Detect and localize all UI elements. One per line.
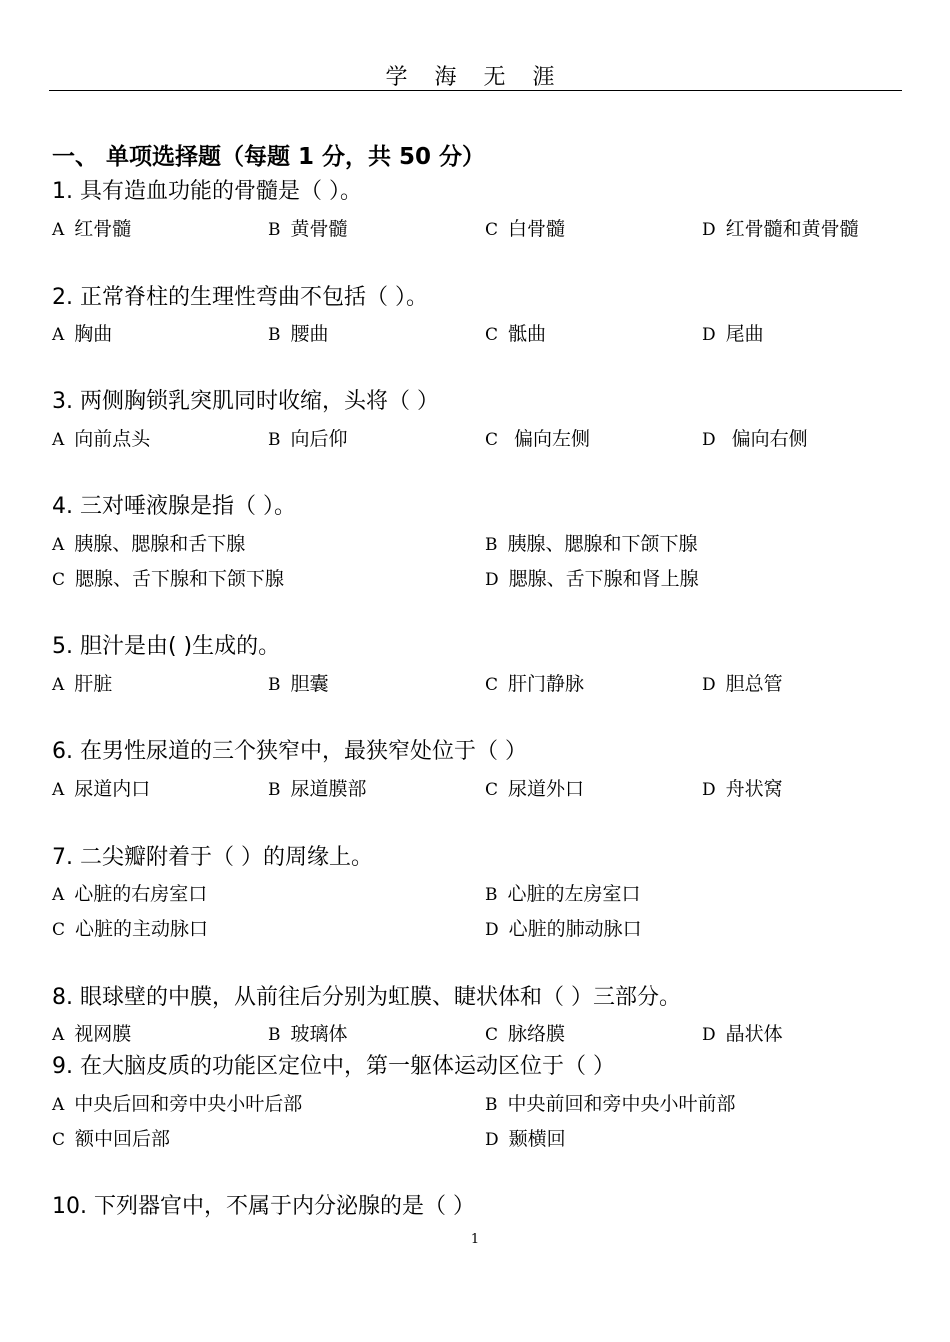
question-9: 9. 在大脑皮质的功能区定位中，第一躯体运动区位于（ ）: [52, 1054, 615, 1079]
option-1a: A 红骨髓: [52, 218, 132, 240]
option-3a: A 向前点头: [52, 428, 151, 450]
option-6b: B 尿道膜部: [268, 778, 367, 800]
option-6a: A 尿道内口: [52, 778, 151, 800]
option-9c: C 额中回后部: [52, 1128, 171, 1150]
option-1d: D 红骨髓和黄骨髓: [702, 218, 859, 240]
option-8a: A 视网膜: [52, 1023, 132, 1045]
option-5d: D 胆总管: [702, 673, 783, 695]
option-4d: D 腮腺、舌下腺和肾上腺: [485, 568, 699, 590]
option-2c: C 骶曲: [485, 323, 547, 345]
option-7d: D 心脏的肺动脉口: [485, 918, 642, 940]
option-6c: C 尿道外口: [485, 778, 585, 800]
option-8c: C 脉络膜: [485, 1023, 566, 1045]
option-7a: A 心脏的右房室口: [52, 883, 208, 905]
option-8b: B 玻璃体: [268, 1023, 348, 1045]
option-3d: D 偏向右侧: [702, 428, 808, 450]
question-5: 5. 胆汁是由( )生成的。: [52, 634, 281, 659]
header-divider: [49, 90, 902, 91]
page-number: 1: [470, 1232, 480, 1247]
option-9b: B 中央前回和旁中央小叶前部: [485, 1093, 736, 1115]
option-3c: C 偏向左侧: [485, 428, 591, 450]
option-4c: C 腮腺、舌下腺和下颌下腺: [52, 568, 285, 590]
question-10: 10. 下列器官中，不属于内分泌腺的是（ ）: [52, 1194, 475, 1219]
option-5a: A 肝脏: [52, 673, 113, 695]
question-8: 8. 眼球壁的中膜，从前往后分别为虹膜、睫状体和（ ）三部分。: [52, 985, 681, 1010]
question-2: 2. 正常脊柱的生理性弯曲不包括（ ）。: [52, 285, 428, 310]
option-9a: A 中央后回和旁中央小叶后部: [52, 1093, 303, 1115]
option-5c: C 肝门静脉: [485, 673, 585, 695]
section-title: 一、 单项选择题（每题 1 分，共 50 分）: [52, 144, 486, 170]
option-5b: B 胆囊: [268, 673, 329, 695]
option-8d: D 晶状体: [702, 1023, 783, 1045]
question-6: 6. 在男性尿道的三个狭窄中，最狭窄处位于（ ）: [52, 739, 527, 764]
option-2b: B 腰曲: [268, 323, 329, 345]
option-1c: C 白骨髓: [485, 218, 566, 240]
question-1: 1. 具有造血功能的骨髓是（ ）。: [52, 179, 362, 204]
option-1b: B 黄骨髓: [268, 218, 348, 240]
question-3: 3. 两侧胸锁乳突肌同时收缩，头将（ ）: [52, 389, 439, 414]
option-2a: A 胸曲: [52, 323, 113, 345]
option-2d: D 尾曲: [702, 323, 764, 345]
option-9d: D 颞横回: [485, 1128, 566, 1150]
option-3b: B 向后仰: [268, 428, 348, 450]
page-header-title: 学 海 无 涯: [385, 65, 565, 90]
option-4a: A 胰腺、腮腺和舌下腺: [52, 533, 246, 555]
option-6d: D 舟状窝: [702, 778, 783, 800]
option-7c: C 心脏的主动脉口: [52, 918, 209, 940]
option-7b: B 心脏的左房室口: [485, 883, 641, 905]
question-4: 4. 三对唾液腺是指（ ）。: [52, 494, 296, 519]
option-4b: B 胰腺、腮腺和下颌下腺: [485, 533, 698, 555]
question-7: 7. 二尖瓣附着于（ ）的周缘上。: [52, 845, 373, 870]
